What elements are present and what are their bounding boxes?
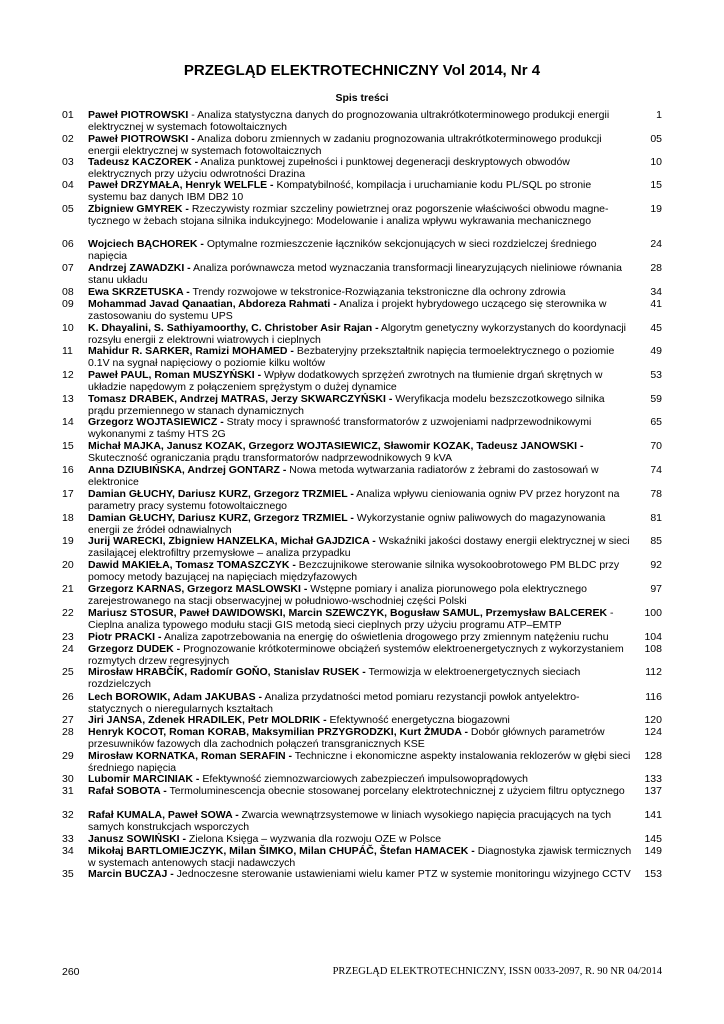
- entry-page: 137: [644, 785, 662, 797]
- entry-page: 104: [644, 631, 662, 643]
- entry-number: 12: [62, 369, 74, 381]
- entry-title: Analiza doboru zmiennych w zadaniu prognozowania ultrakrótkoterminowego produkcji energii elektrycznej w systemach fotowoltaicznych: [88, 133, 602, 157]
- entry-text: [88, 134, 632, 157]
- entry-text: [88, 774, 632, 786]
- entry-number: 04: [62, 179, 74, 191]
- entry-title: Wskaźniki jakości dostawy energii elektrycznej w sieci zasilającej elektrofiltry przemysłowe – analiza przypadku: [88, 535, 630, 559]
- entry-title: Bezczujnikowe sterowanie silnika wysokoobrotowego PM BLDC przy pomocy metody bazującej na napięciach międzyfazowych: [88, 559, 620, 583]
- entry-authors: Piotr PRACKI -: [88, 631, 162, 643]
- entry-title: Analiza porównawcza metod wyznaczania transformacji linearyzujących nieliniowe równania stanu układu: [88, 262, 622, 286]
- entry-title: Zielona Księga – wyzwania dla rozwoju OZE w Polsce: [186, 833, 442, 845]
- journal-title: PRZEGLĄD ELEKTROTECHNICZNY Vol 2014, Nr 4: [183, 62, 541, 79]
- entry-title: Dobór głównych parametrów przesuwników fazowych dla zachodnich połączeń transgranicznych KSE: [88, 726, 605, 750]
- entry-authors: Lech BOROWIK, Adam JAKUBAS -: [88, 691, 263, 703]
- entry-text: [88, 513, 632, 536]
- entry-text: [88, 869, 632, 881]
- entry-authors: Mohammad Javad Qanaatian, Abdoreza Rahmati -: [88, 298, 337, 310]
- entry-text: [88, 346, 632, 369]
- entry-number: 28: [62, 726, 74, 738]
- entry-number: 21: [62, 583, 74, 595]
- entry-authors: Paweł PIOTROWSKI -: [88, 133, 195, 145]
- entry-title: Weryfikacja modelu bezszczotkowego silnika prądu przemiennego w stanach dynamicznych: [88, 393, 605, 417]
- entry-text: [88, 180, 632, 203]
- entry-number: 11: [62, 345, 73, 357]
- entry-authors: K. Dhayalini, S. Sathiyamoorthy, C. Christober Asir Rajan -: [88, 322, 379, 334]
- entry-text: [88, 263, 632, 286]
- entry-page: 116: [645, 691, 662, 703]
- entry-page: 108: [644, 643, 662, 655]
- entry-page: 97: [650, 583, 662, 595]
- entry-authors: Paweł PIOTROWSKI: [88, 109, 189, 121]
- entry-page: 78: [650, 488, 662, 500]
- entry-page: 28: [650, 262, 662, 274]
- entry-page: 24: [650, 238, 662, 250]
- entry-text: [88, 287, 632, 299]
- entry-page: 74: [650, 464, 662, 476]
- entry-number: 25: [62, 666, 74, 678]
- entry-page: 34: [650, 286, 662, 298]
- entry-authors: Mariusz STOSUR, Paweł DAWIDOWSKI, Marcin SZEWCZYK, Bogusław SAMUL, Przemysław BALCEREK: [88, 607, 608, 619]
- entry-number: 34: [62, 845, 74, 857]
- entry-number: 03: [62, 156, 74, 168]
- entry-number: 09: [62, 298, 74, 310]
- entry-text: [88, 110, 632, 133]
- entry-title: Analiza zapotrzebowania na energię do oświetlenia drogowego przy zmiennym natężeniu ruchu: [161, 631, 609, 643]
- entry-title: Diagnostyka zjawisk termicznych w systemach antenowych stacji nadawczych: [88, 845, 632, 869]
- contents-heading: Spis treści: [335, 92, 389, 104]
- entry-page: 124: [644, 726, 662, 738]
- entry-title: Nowa metoda wytwarzania radiatorów z żebrami do zastosowań w elektronice: [88, 464, 599, 488]
- entry-number: 17: [62, 488, 74, 500]
- entry-page: 19: [650, 203, 662, 215]
- entry-title: Algorytm genetyczny wykorzystanych do koordynacji rozsyłu energii z elektrowni wiatrowych i cieplnych: [88, 322, 627, 346]
- entry-page: 49: [650, 345, 662, 357]
- entry-authors: Damian GŁUCHY, Dariusz KURZ, Grzegorz TRZMIEL -: [88, 488, 354, 500]
- entry-authors: Mirosław KORNATKA, Roman SERAFIN -: [88, 750, 292, 762]
- entry-authors: Lubomir MARCINIAK -: [88, 773, 200, 785]
- entry-number: 15: [62, 440, 74, 452]
- entry-number: 07: [62, 262, 74, 274]
- entry-title: Bezbateryjny przekształtnik napięcia termoelektrycznego o poziomie 0.1V na sygnał napięciowy o poziomie kilku woltów: [88, 345, 615, 369]
- entry-page: 145: [644, 833, 662, 845]
- entry-title: Skuteczność ograniczania prądu transformatorów nadprzewodnikowych 9 kVA: [88, 451, 452, 464]
- entry-authors: Wojciech BĄCHOREK -: [88, 238, 204, 250]
- entry-text: [88, 584, 632, 607]
- entry-title: Kompatybilność, kompilacja i uruchamianie kodu PL/SQL po stronie systemu baz danych IBM DB2 10: [88, 179, 592, 203]
- entry-number: 06: [62, 238, 74, 250]
- entry-number: 33: [62, 833, 74, 845]
- entry-text: [88, 715, 632, 727]
- entry-text: [88, 323, 632, 346]
- entry-text: [88, 299, 632, 322]
- entry-title: Trendy rozwojowe w tekstronice-Rozwiązania tekstroniczne dla ochrony zdrowia: [189, 286, 566, 298]
- entry-text: [88, 489, 632, 512]
- entry-page: 92: [650, 559, 662, 571]
- entry-page: 70: [650, 440, 662, 452]
- entry-title: Termowizja w elektroenergetycznych sieciach rozdzielczych: [88, 666, 581, 690]
- entry-text: [88, 727, 632, 750]
- entry-text: [88, 667, 632, 690]
- entry-text: [88, 786, 632, 798]
- entry-title: - Cieplna analiza typowego modułu stacji GIS metodą sieci cieplnych przy użyciu programu ATP–EMTP: [88, 607, 614, 631]
- entry-authors: Mikołaj BARTLOMIEJCZYK, Milan ŠIMKO, Milan CHUPÁČ, Štefan HAMACEK -: [88, 845, 475, 857]
- entry-authors: Zbigniew GMYREK -: [88, 203, 189, 215]
- entry-text: [88, 204, 632, 227]
- entry-title: Wstępne pomiary i analiza piorunowego pola elektrycznego zarejestrowanego na stacji obserwacyjnej w południowo-wschodniej części Polski: [88, 583, 587, 607]
- entry-text: [88, 644, 632, 667]
- entry-text: [88, 560, 632, 583]
- entry-authors: Michał MAJKA, Janusz KOZAK, Grzegorz WOJTASIEWICZ, Sławomir KOZAK, Tadeusz JANOWSKI -: [88, 440, 584, 452]
- entry-number: 19: [62, 535, 74, 547]
- entry-authors: Mirosław HRABČÍK, Radomír GOŇO, Stanislav RUSEK -: [88, 666, 366, 678]
- entry-text: [88, 239, 632, 262]
- entry-text: [88, 441, 632, 464]
- entry-number: 30: [62, 773, 74, 785]
- entry-title: Prognozowanie krótkoterminowe obciążeń systemów elektroenergetycznych z wykorzystaniem rozmytych drzew regresyjnych: [88, 643, 624, 667]
- entry-number: 13: [62, 393, 74, 405]
- entry-number: 26: [62, 691, 74, 703]
- entry-page: 1: [656, 109, 662, 121]
- entry-number: 16: [62, 464, 74, 476]
- entry-title: Analiza przydatności metod pomiaru rezystancji powłok antyelektro-statycznych o nieregularnych kształtach: [88, 691, 580, 715]
- entry-page: 15: [650, 179, 662, 191]
- entry-title: Analiza wpływu cieniowania ogniw PV przez horyzont na parametry pracy systemu fotowoltaicznego: [88, 488, 620, 512]
- entry-text: [88, 608, 632, 631]
- entry-number: 20: [62, 559, 74, 571]
- entry-text: [88, 810, 632, 833]
- entry-number: 18: [62, 512, 74, 524]
- entry-title: Techniczne i ekonomiczne aspekty instalowania reklozerów w głębi sieci średniego napięcia: [88, 750, 631, 774]
- entry-text: [88, 465, 632, 488]
- entry-page: 100: [644, 607, 662, 619]
- entry-authors: Ewa SKRZETUSKA -: [88, 286, 190, 298]
- entry-text: [88, 846, 632, 869]
- entry-text: [88, 751, 632, 774]
- entry-page: 65: [650, 416, 662, 428]
- entry-page: 45: [650, 322, 662, 334]
- entry-authors: Anna DZIUBIŃSKA, Andrzej GONTARZ -: [88, 464, 287, 476]
- footer-journal: PRZEGLĄD ELEKTROTECHNICZNY, ISSN 0033-2097, R. 90 NR 04/2014: [332, 966, 662, 977]
- entry-page: 81: [650, 512, 662, 524]
- entry-number: 29: [62, 750, 74, 762]
- entry-page: 59: [650, 393, 662, 405]
- entry-title: Analiza punktowej zupełności i punktowej degeneracji deskryptowych obwodów elektrycznych przy użyciu odwrotności Drazina: [88, 156, 570, 180]
- entry-page: 112: [645, 666, 662, 678]
- entry-page: 53: [650, 369, 662, 381]
- entry-authors: Mahidur R. SARKER, Ramizi MOHAMED -: [88, 345, 294, 357]
- entry-title: Wykorzystanie ogniw paliwowych do magazynowania energii ze źródeł odnawialnych: [88, 512, 606, 536]
- entry-authors: Andrzej ZAWADZKI -: [88, 262, 191, 274]
- entry-title: Efektywność energetyczna biogazowni: [326, 714, 510, 726]
- entry-authors: Tomasz DRABEK, Andrzej MATRAS, Jerzy SKWARCZYŃSKI -: [88, 393, 393, 405]
- entry-page: 133: [644, 773, 662, 785]
- entry-authors: Dawid MAKIEŁA, Tomasz TOMASZCZYK -: [88, 559, 296, 571]
- entry-authors: Grzegorz KARNAS, Grzegorz MASLOWSKI -: [88, 583, 308, 595]
- entry-page: 41: [650, 298, 662, 310]
- entry-authors: Janusz SOWIŃSKI -: [88, 833, 187, 845]
- entry-text: [88, 834, 632, 846]
- entry-text: [88, 632, 632, 644]
- entry-page: 10: [650, 156, 662, 168]
- entry-title: Analiza i projekt hybrydowego uczącego się sterownika w zastosowaniu do systemu UPS: [88, 298, 607, 322]
- entry-page: 153: [644, 868, 662, 880]
- entry-number: 24: [62, 643, 74, 655]
- entry-authors: Jiri JANSA, Zdenek HRADILEK, Petr MOLDRIK -: [88, 714, 327, 726]
- entry-title: Termoluminescencja obecnie stosowanej porcelany elektrotechnicznej z użyciem filtru optycznego: [166, 785, 625, 797]
- entry-title: Wpływ dodatkowych sprzężeń zwrotnych na tłumienie drgań skrętnych w układzie napędowym z połączeniem sprężystym o dużej dynamice: [88, 369, 603, 393]
- entry-number: 35: [62, 868, 74, 880]
- entry-title: Jednoczesne sterowanie ustawieniami wielu kamer PTZ w systemie monitoringu wizyjnego CCTV: [173, 868, 631, 880]
- entry-number: 02: [62, 133, 74, 145]
- entry-authors: Grzegorz DUDEK -: [88, 643, 181, 655]
- entry-title: - Analiza statystyczna danych do prognozowania ultrakrótkoterminowego produkcji energii elektrycznej w systemach fotowoltaicznych: [88, 109, 610, 133]
- footer-page-number: 260: [62, 966, 80, 978]
- entry-number: 01: [62, 109, 74, 121]
- entry-text: [88, 157, 632, 180]
- entry-text: [88, 370, 632, 393]
- entry-authors: Jurij WARECKI, Zbigniew HANZELKA, Michał GAJDZICA -: [88, 535, 376, 547]
- entry-text: [88, 417, 632, 440]
- entry-page: 128: [644, 750, 662, 762]
- entry-number: 27: [62, 714, 74, 726]
- entry-number: 14: [62, 416, 74, 428]
- entry-number: 32: [62, 809, 74, 821]
- entry-authors: Rafał SOBOTA -: [88, 785, 167, 797]
- entry-page: 120: [644, 714, 662, 726]
- entry-authors: Tadeusz KACZOREK -: [88, 156, 199, 168]
- entry-text: [88, 536, 632, 559]
- entry-authors: Damian GŁUCHY, Dariusz KURZ, Grzegorz TRZMIEL -: [88, 512, 354, 524]
- entry-number: 22: [62, 607, 74, 619]
- entry-page: 85: [650, 535, 662, 547]
- entry-title: Straty mocy i sprawność transformatorów z uzwojeniami nadprzewodnikowymi wykonanymi z taśmy HTS 2G: [88, 416, 592, 440]
- entry-number: 08: [62, 286, 74, 298]
- entry-number: 31: [62, 785, 74, 797]
- entry-number: 10: [62, 322, 74, 334]
- entry-number: 05: [62, 203, 74, 215]
- entry-authors: Henryk KOCOT, Roman KORAB, Maksymilian PRZYGRODZKI, Kurt ŻMUDA -: [88, 726, 468, 738]
- entry-authors: Grzegorz WOJTASIEWICZ -: [88, 416, 224, 428]
- entry-authors: Paweł PAUL, Roman MUSZYŃSKI -: [88, 369, 262, 381]
- entry-title: Optymalne rozmieszczenie łączników sekcjonujących w sieci rozdzielczej średniego napięcia: [88, 238, 597, 262]
- entry-page: 05: [650, 133, 662, 145]
- entry-authors: Paweł DRZYMAŁA, Henryk WELFLE -: [88, 179, 274, 191]
- entry-page: 149: [644, 845, 662, 857]
- entry-number: 23: [62, 631, 74, 643]
- entry-title: Efektywność ziemnozwarciowych zabezpieczeń impulsowoprądowych: [199, 773, 528, 785]
- entry-text: [88, 394, 632, 417]
- entry-authors: Marcin BUCZAJ -: [88, 868, 174, 880]
- entry-page: 141: [644, 809, 662, 821]
- entry-title: Zwarcia wewnątrzsystemowe w liniach wysokiego napięcia pracujących na tych samych konstrukcjach wsporczych: [88, 809, 612, 833]
- entry-authors: Rafał KUMALA, Paweł SOWA -: [88, 809, 239, 821]
- entry-title: Rzeczywisty rozmiar szczeliny powietrznej oraz pogorszenie właściwości obwodu magne-tycznego w żebach stojana silnika indukcyjnego: Modelowanie i analiza wpływu wykrawania mechanicznego: [88, 203, 609, 227]
- entry-text: [88, 692, 632, 715]
